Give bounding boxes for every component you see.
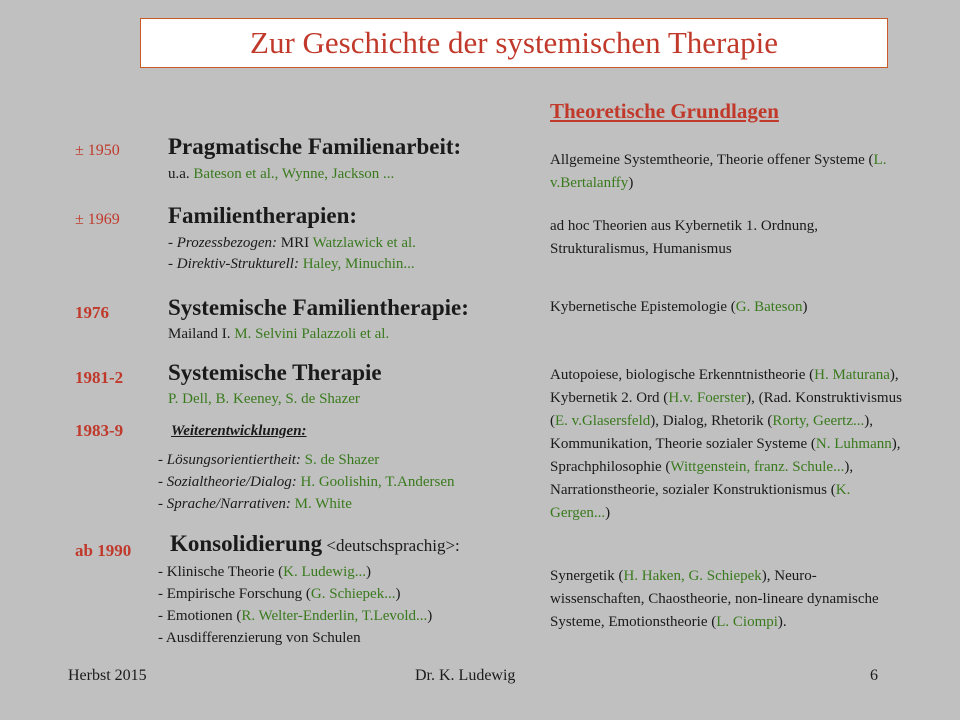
- grundlage-1: Allgemeine Systemtheorie, Theorie offener Systeme (L. v.Bertalanffy): [550, 152, 887, 191]
- line-1990-2: - Empirische Forschung (G. Schiepek...): [158, 586, 401, 602]
- line-1981-1: P. Dell, B. Keeney, S. de Shazer: [168, 391, 360, 407]
- right-title: Theoretische Grundlagen: [550, 99, 779, 123]
- heading-1981: Systemische Therapie: [168, 360, 382, 385]
- year-1950: ± 1950: [75, 142, 120, 159]
- heading-1990: Konsolidierung <deutschsprachig>:: [170, 531, 460, 556]
- line-1983-3: - Sprache/Narrativen: M. White: [158, 496, 352, 512]
- grundlage-5: Synergetik (H. Haken, G. Schiepek), Neuro-wissenschaften, Chaostheorie, non-lineare dynamische Systeme, Emotionstheorie (L. Ciompi).: [550, 568, 879, 630]
- line-1976-1: Mailand I. M. Selvini Palazzoli et al.: [168, 326, 390, 342]
- year-1976: 1976: [75, 303, 109, 322]
- line-1950-1: u.a. Bateson et al., Wynne, Jackson ...: [168, 166, 395, 182]
- title-box: [140, 18, 888, 68]
- line-1983-2: - Sozialtheorie/Dialog: H. Goolishin, T.Andersen: [158, 474, 455, 490]
- grundlage-2: ad hoc Theorien aus Kybernetik 1. Ordnung, Strukturalismus, Humanismus: [550, 218, 818, 257]
- line-1990-1: - Klinische Theorie (K. Ludewig...): [158, 564, 372, 580]
- page-number: 6: [870, 667, 878, 684]
- footer-date: Herbst 2015: [68, 667, 147, 684]
- heading-1969: Familientherapien:: [168, 203, 358, 228]
- year-1969: ± 1969: [75, 211, 120, 228]
- line-1983-1: - Lösungsorientiertheit: S. de Shazer: [158, 452, 380, 468]
- grundlage-4: Autopoiese, biologische Erkenntnistheorie (H. Maturana), Kybernetik 2. Ord (H.v. Foerster), (Rad. Konstruktivismus (E. v.Glasersfeld), Dialog, Rhetorik (Rorty, Geertz...), Kommunikation, Theorie sozialer Systeme (N. Luhmann), Sprachphilosophie (Wittgenstein, franz. Schule...), Narrationstheorie, sozialer Konstruktionismus (K. Gergen...): [550, 367, 902, 521]
- slide-title: Zur Geschichte der systemischen Therapie: [250, 25, 778, 60]
- year-1983: 1983-9: [75, 421, 124, 440]
- year-1990: ab 1990: [75, 541, 132, 560]
- heading-1983: Weiterentwicklungen:: [171, 423, 307, 439]
- footer-author: Dr. K. Ludewig: [415, 667, 516, 684]
- grundlage-3: Kybernetische Epistemologie (G. Bateson): [550, 299, 808, 315]
- line-1990-3: - Emotionen (R. Welter-Enderlin, T.Levold...): [158, 608, 433, 624]
- line-1969-2: - Direktiv-Strukturell: Haley, Minuchin...: [168, 256, 415, 272]
- heading-1976: Systemische Familientherapie:: [168, 295, 469, 320]
- heading-1950: Pragmatische Familienarbeit:: [168, 134, 462, 159]
- line-1990-4: - Ausdifferenzierung von Schulen: [158, 630, 361, 646]
- line-1969-1: - Prozessbezogen: MRI Watzlawick et al.: [168, 235, 416, 251]
- year-1981: 1981-2: [75, 368, 124, 387]
